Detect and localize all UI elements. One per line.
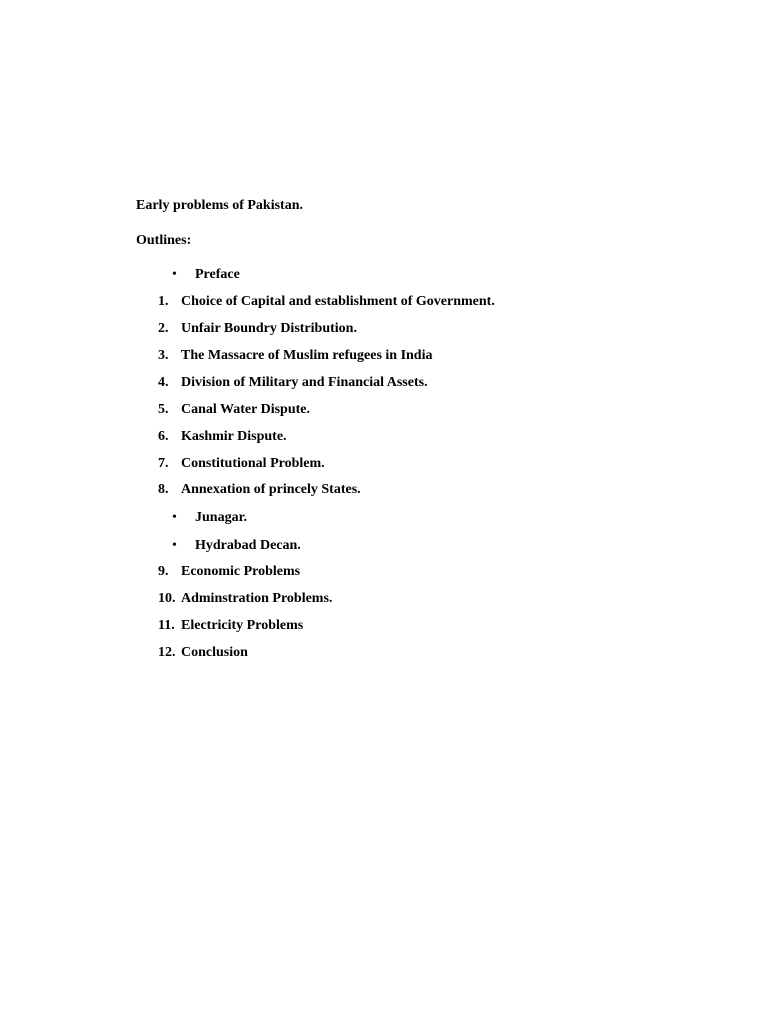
outline-item-text: Constitutional Problem. [181, 456, 325, 471]
outline-item-text: Choice of Capital and establishment of Government. [181, 294, 495, 309]
bullet-marker: • [172, 267, 177, 282]
outline-item-text: Canal Water Dispute. [181, 402, 310, 417]
item-number: 1. [158, 294, 169, 309]
item-number: 8. [158, 482, 169, 497]
outline-item-text: Economic Problems [181, 564, 301, 579]
item-number: 9. [158, 564, 169, 579]
outline-item-text: Adminstration Problems. [181, 591, 333, 606]
outline-item-text: Electricity Problems [181, 618, 304, 633]
item-number: 5. [158, 402, 169, 417]
outlines-heading: Outlines: [136, 233, 192, 248]
item-number: 7. [158, 456, 169, 471]
item-number: 3. [158, 348, 169, 363]
bullet-marker: • [172, 510, 177, 525]
bullet-marker: • [172, 538, 177, 553]
outline-item-text: Kashmir Dispute. [181, 429, 287, 444]
item-number: 11. [158, 618, 175, 633]
outline-item-text: Junagar. [195, 510, 248, 525]
outline-item-text: Unfair Boundry Distribution. [181, 321, 357, 336]
item-number: 2. [158, 321, 169, 336]
item-number: 6. [158, 429, 169, 444]
outline-item-text: Hydrabad Decan. [195, 538, 301, 553]
outline-item-text: Division of Military and Financial Assets. [181, 375, 428, 390]
outline-item-text: The Massacre of Muslim refugees in India [181, 348, 433, 363]
outline-item-text: Preface [195, 267, 240, 282]
item-number: 4. [158, 375, 169, 390]
item-number: 12. [158, 645, 176, 660]
item-number: 10. [158, 591, 176, 606]
outline-item-text: Conclusion [181, 645, 248, 660]
document-title: Early problems of Pakistan. [136, 198, 303, 213]
outline-item-text: Annexation of princely States. [181, 482, 361, 497]
